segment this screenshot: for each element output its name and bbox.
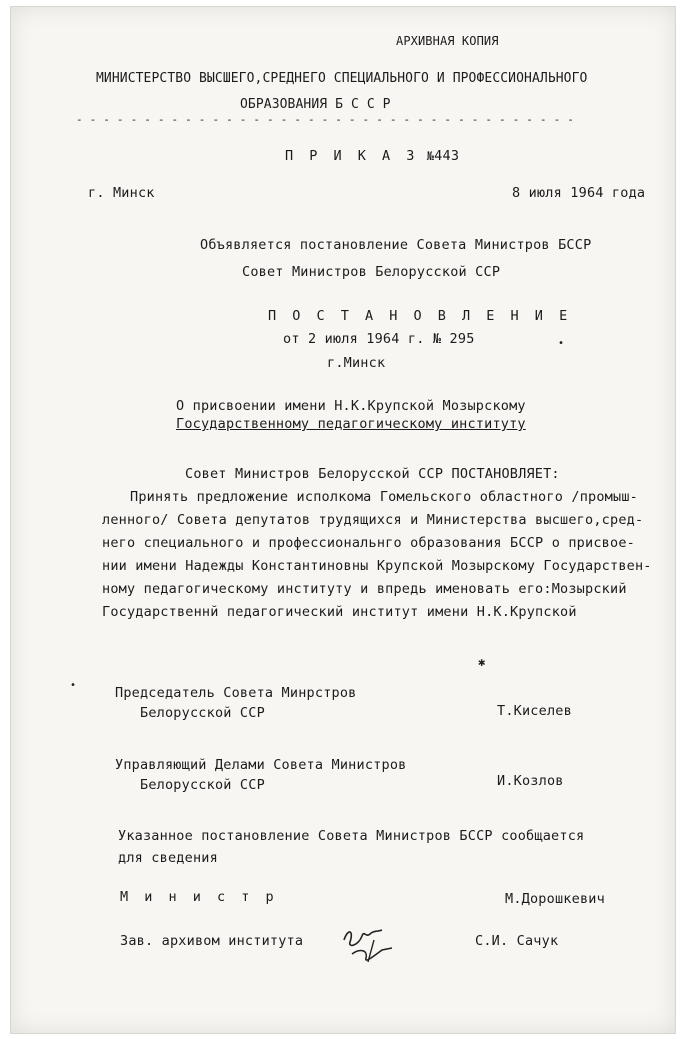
order-number-sign: № <box>426 149 435 163</box>
body-lead: Совет Министров Белорусской ССР ПОСТАНОВЛЯЕТ: <box>185 466 560 482</box>
body-line: Принять предложение исполкома Гомельского областного /промыш- <box>130 489 638 505</box>
order-title: П Р И К А З <box>285 148 419 164</box>
signature-name: И.Козлов <box>497 773 564 789</box>
archive-head-title: Зав. архивом института <box>120 933 304 949</box>
notice-line-1: Указанное постановление Совета Министров БССР сообщается <box>118 828 585 844</box>
archive-stamp: АРХИВНАЯ КОПИЯ <box>396 34 499 48</box>
signature-name: Т.Киселев <box>497 703 572 719</box>
subject-line-1: О присвоении имени Н.К.Крупской Мозырскому <box>176 398 526 414</box>
archive-head-name: С.И. Сачук <box>475 933 559 949</box>
resolution-city: г.Минск <box>327 355 386 371</box>
resolution-date-line: от 2 июля 1964 г. № 295 <box>283 331 475 347</box>
ministry-line-2: ОБРАЗОВАНИЯ Б С С Р <box>240 97 391 112</box>
body-line: нии имени Надежды Константиновны Крупской Мозырскому Государствен- <box>102 558 652 574</box>
resolution-title: П О С Т А Н О В Л Е Н И Е <box>268 308 572 324</box>
minister-name: М.Дорошкевич <box>505 891 605 907</box>
ink-speck: ✱ <box>478 655 486 669</box>
body-line: ному педагогическому институту и впредь именовать его:Мозырский <box>102 581 627 597</box>
subject-line-2: Государственному педагогическому институту <box>176 416 526 432</box>
minister-title: М и н и с т р <box>120 889 278 905</box>
handwritten-signature <box>338 920 398 965</box>
ministry-line-1: МИНИСТЕРСТВО ВЫСШЕГО,СРЕДНЕГО СПЕЦИАЛЬНОГО И ПРОФЕССИОНАЛЬНОГО <box>96 71 588 86</box>
announcement: Объявляется постановление Совета Министров БССР <box>200 237 592 253</box>
body-line: ленного/ Совета депутатов трудящихся и Министерства высшего,сред- <box>102 512 644 528</box>
ink-speck: • <box>558 338 565 349</box>
body-line: Государственнй педагогический институт имени Н.К.Крупской <box>102 604 577 620</box>
notice-line-2: для сведения <box>118 850 218 866</box>
signature-title-line-2: Белорусской ССР <box>140 705 265 721</box>
signature-title-line-1: Председатель Совета Минрстров <box>115 685 357 701</box>
signature-title-line-2: Белорусской ССР <box>140 777 265 793</box>
body-line: него специального и профессиональнго образования БССР о присвое- <box>102 535 635 551</box>
order-date: 8 июля 1964 года <box>512 185 646 201</box>
order-number: 443 <box>434 148 460 164</box>
order-heading <box>285 148 459 164</box>
order-city: г. Минск <box>88 185 155 201</box>
council-name: Совет Министров Белорусской ССР <box>242 264 501 280</box>
header-divider: - - - - - - - - - - - - - - - - - - - - - - - - - - - - - - - - - - - - - <box>76 113 575 126</box>
ink-speck: • <box>70 680 77 691</box>
signature-title-line-1: Управляющий Делами Совета Министров <box>115 757 407 773</box>
